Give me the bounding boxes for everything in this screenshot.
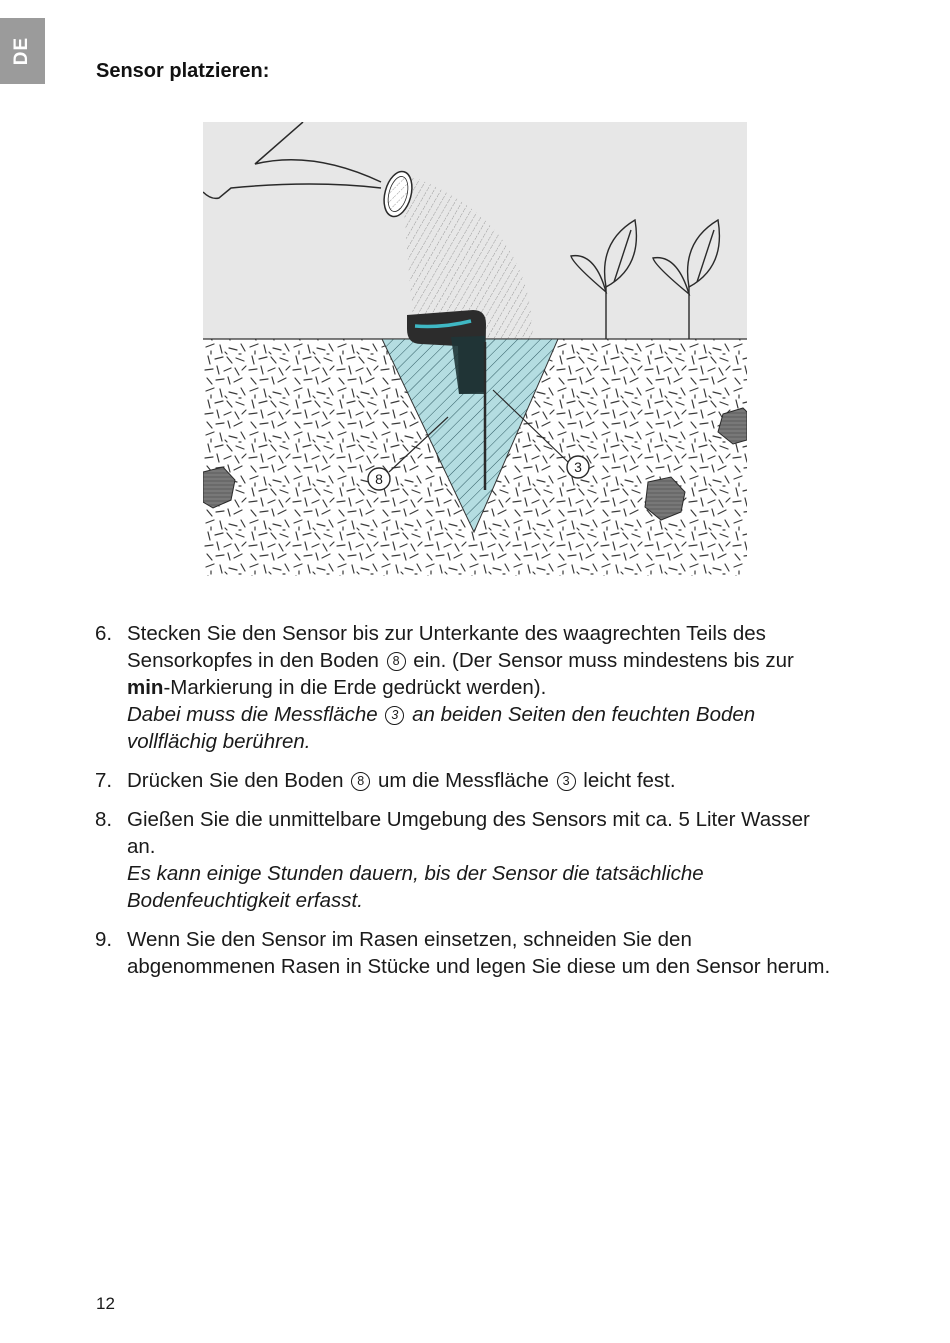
callout-soil [368, 468, 390, 490]
step-note [127, 701, 835, 755]
step-text-part: leicht fest. [583, 769, 676, 792]
step-text: Gießen Sie die unmittelbare Umgebung des Sensors mit ca. 5 Liter Wasser an. [127, 808, 810, 858]
language-label: DE [11, 36, 33, 66]
step-body [127, 806, 835, 914]
language-tab [0, 18, 45, 84]
reference-number: 3 [385, 706, 404, 725]
callout-surface-label: 3 [574, 459, 582, 475]
step-note-part: Dabei muss die Messfläche [127, 703, 378, 726]
reference-number: 8 [387, 652, 406, 671]
callout-soil-label: 8 [375, 471, 383, 487]
list-item [95, 620, 835, 755]
step-body [127, 620, 835, 755]
step-note: Es kann einige Stunden dauern, bis der Sensor die tatsächliche Bodenfeuchtigkeit erfasst. [127, 862, 704, 912]
page-number: 12 [96, 1294, 115, 1313]
min-marker-text: min [127, 676, 164, 699]
step-text-part: Drücken Sie den Boden [127, 769, 344, 792]
section-heading: Sensor platzieren: [96, 60, 270, 82]
sensor-placement-illustration [203, 122, 747, 576]
step-text [127, 620, 835, 701]
list-item [95, 926, 835, 980]
reference-number: 8 [351, 772, 370, 791]
list-item [95, 806, 835, 914]
step-number: 7. [95, 769, 113, 792]
step-text-part: ein. (Der Sensor muss mindestens bis zur [413, 649, 794, 672]
step-text-part: -Markierung in die Erde gedrückt werden). [163, 676, 547, 699]
step-number: 6. [95, 622, 113, 645]
callout-surface [567, 456, 589, 478]
instruction-list [95, 620, 835, 992]
step-body [127, 926, 835, 980]
step-text-part: um die Messfläche [377, 769, 549, 792]
reference-number: 3 [557, 772, 576, 791]
step-text [127, 767, 835, 794]
list-item [95, 767, 835, 794]
step-text-part: Stecken Sie den Sensor bis zur Unterkante des waagrechten Teils des Sensorkopfes in den Boden [127, 622, 766, 672]
step-number: 8. [95, 808, 113, 831]
step-note-part: an beiden Seiten den feuchten Boden vollflächig berühren. [127, 703, 756, 753]
step-body [127, 767, 835, 794]
step-number: 9. [95, 928, 113, 951]
step-text: Wenn Sie den Sensor im Rasen einsetzen, schneiden Sie den abgenommenen Rasen in Stücke und legen Sie diese um den Sensor herum. [127, 928, 831, 978]
